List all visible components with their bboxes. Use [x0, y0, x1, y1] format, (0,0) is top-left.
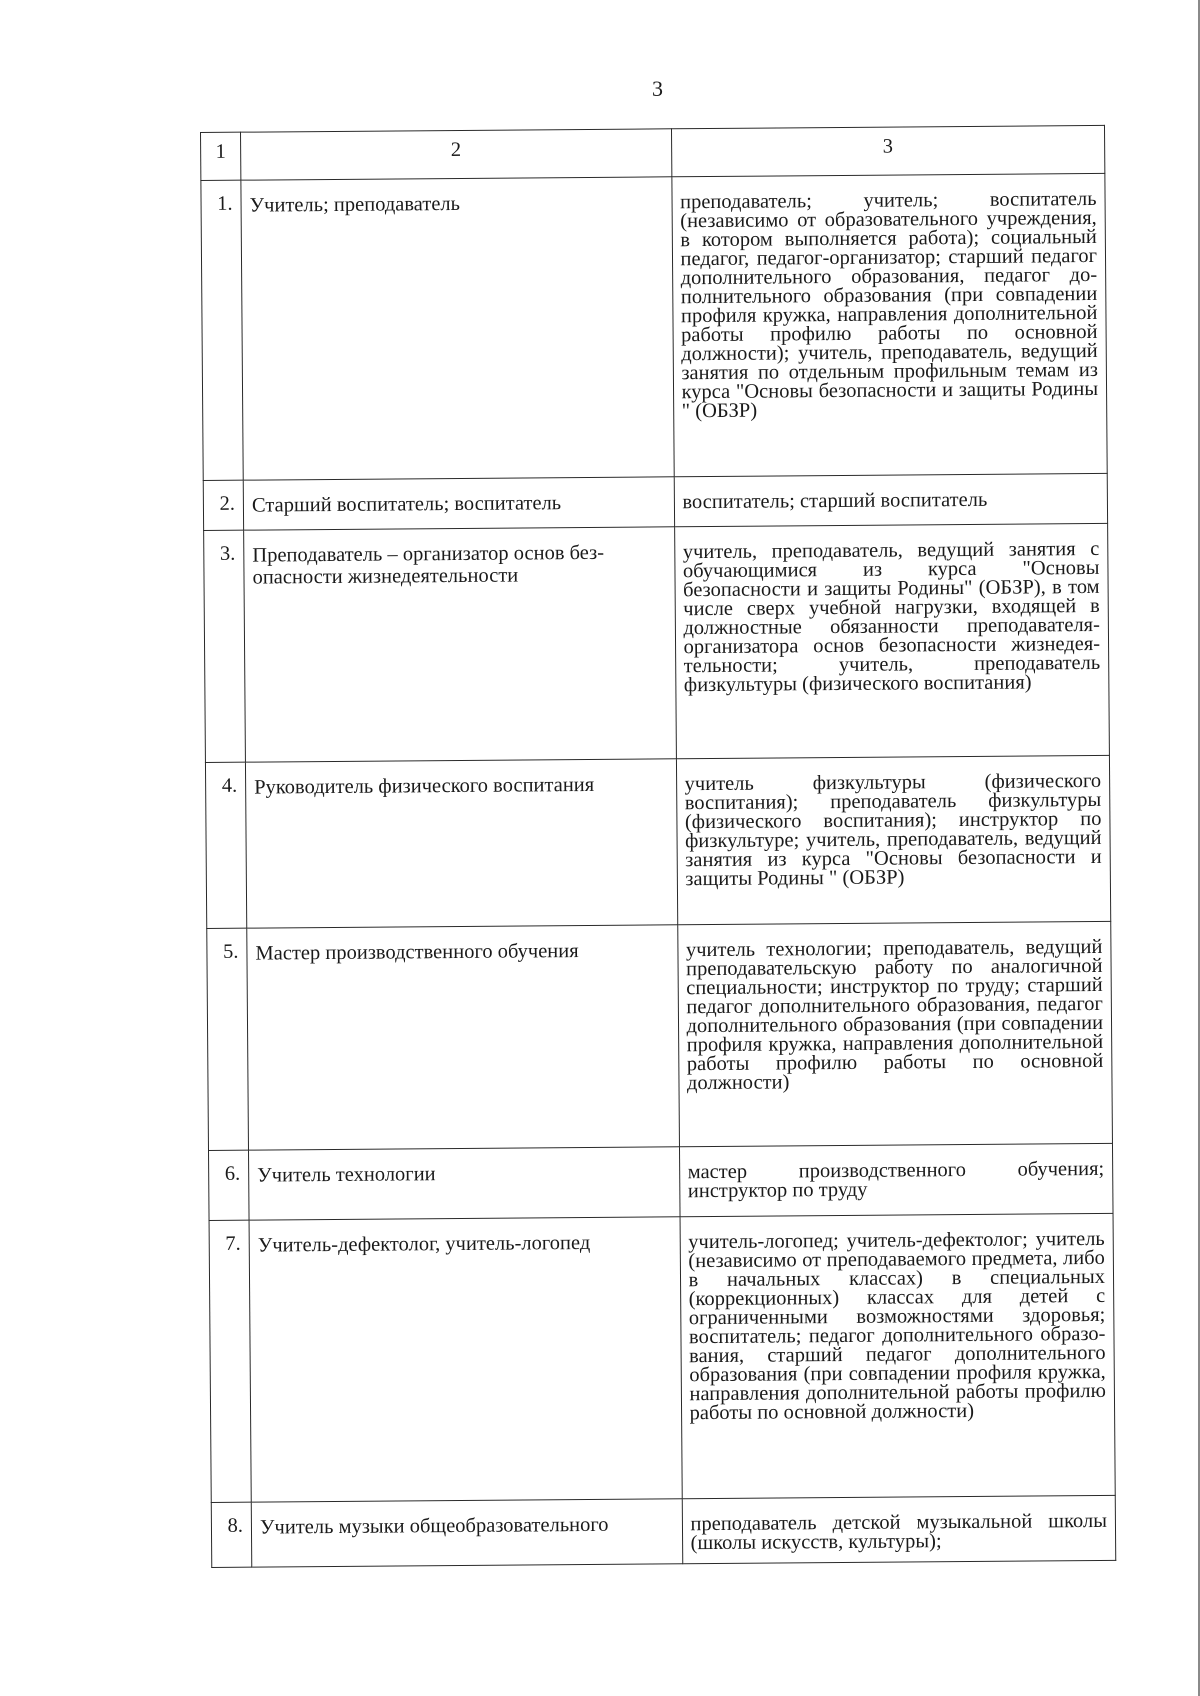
- row-number: 6.: [208, 1150, 249, 1220]
- row-number: 7.: [209, 1220, 251, 1502]
- equivalent-positions: преподаватель детской музыкальной школы (школы искусств, культуры);: [682, 1495, 1116, 1563]
- position-name: Преподаватель – организатор основ безопасности жизнедеятельности: [244, 527, 676, 762]
- table-row: [211, 1495, 1115, 1567]
- table-row: [203, 473, 1107, 530]
- row-number: 4.: [205, 762, 246, 928]
- position-name: Учитель музыки общеобразовательного: [251, 1499, 682, 1567]
- position-name: Старший воспитатель; воспитатель: [243, 477, 674, 530]
- row-number: 1.: [201, 180, 243, 480]
- equivalent-positions: учитель технологии; преподаватель, ведущий преподавательскую работу по аналогичной специальности; инструктор по труду; старший педагог дополнительного образования, педагог дополнительного образования (при совпадении профиля кружка, направления дополнительной работы профилю работы по основной должности): [677, 921, 1112, 1146]
- table-row: [209, 1213, 1115, 1502]
- table-row: [204, 523, 1110, 762]
- row-number: 8.: [211, 1502, 252, 1567]
- equivalent-positions: мастер производственного обучения; инструктор по труду: [679, 1143, 1113, 1216]
- position-name: Руководитель физического воспитания: [245, 759, 677, 928]
- positions-table: [200, 125, 1116, 1568]
- table-row: [207, 921, 1113, 1150]
- position-name: Учитель-дефектолог, учитель-логопед: [249, 1217, 682, 1502]
- table-row: [201, 173, 1107, 480]
- header-col-1: 1: [201, 132, 241, 180]
- equivalent-positions: учитель, преподаватель, ведущий занятия с обучающимися из курса "Основы безопасности и защиты Родины" (ОБЗР), в том числе сверх учебной нагрузки, входящей в должностные обязанности преподавателя-организатора основ безопасности жизнедеятельности; учитель, преподаватель физкультуры (физического воспитания): [674, 523, 1109, 758]
- equivalent-positions: воспитатель; старший воспитатель: [674, 473, 1108, 526]
- row-number: 3.: [204, 530, 246, 762]
- equivalent-positions: учитель-логопед; учитель-дефектолог; учитель (независимо от преподаваемого предмета, либо в начальных классах) в специальных (коррекционных) классах для детей с ограниченными возможностями здоровья; воспитатель; педагог дополнительного образования, старший педагог дополнительного образования (при совпадении профиля кружка, направления дополнительной работы профилю работы по основной должности): [680, 1213, 1116, 1498]
- row-number: 2.: [203, 480, 243, 530]
- page-number: 3: [652, 76, 663, 101]
- table-row: [208, 1143, 1113, 1220]
- table-header-row: [201, 125, 1105, 180]
- equivalent-positions: учитель физкультуры (физического воспитания); преподаватель физкультуры (физического воспитания); инструктор по физкультуре; учитель, преподаватель, ведущий занятия из курса "Основы безопасности и защиты Родины " (ОБЗР): [676, 755, 1111, 924]
- table-row: [205, 755, 1110, 928]
- header-col-3: 3: [671, 125, 1105, 176]
- row-number: 5.: [207, 928, 249, 1150]
- position-name: Учитель технологии: [249, 1147, 680, 1220]
- position-name: Учитель; преподаватель: [241, 177, 674, 480]
- position-name: Мастер производственного обучения: [247, 925, 679, 1150]
- header-col-2: 2: [241, 129, 672, 180]
- equivalent-positions: преподаватель; учитель; воспитатель (независимо от образовательного учреждения, в котором выполняется работа); социальный педагог, педагог-организатор; старший педагог дополнительного образования, педагог дополнительного образования (при совпадении профиля кружка, направления дополнительной работы профилю работы по основной должности); учитель, преподаватель, ведущий занятия по отдельным профильным темам из курса "Основы безопасности и защиты Родины " (ОБЗР): [671, 173, 1107, 476]
